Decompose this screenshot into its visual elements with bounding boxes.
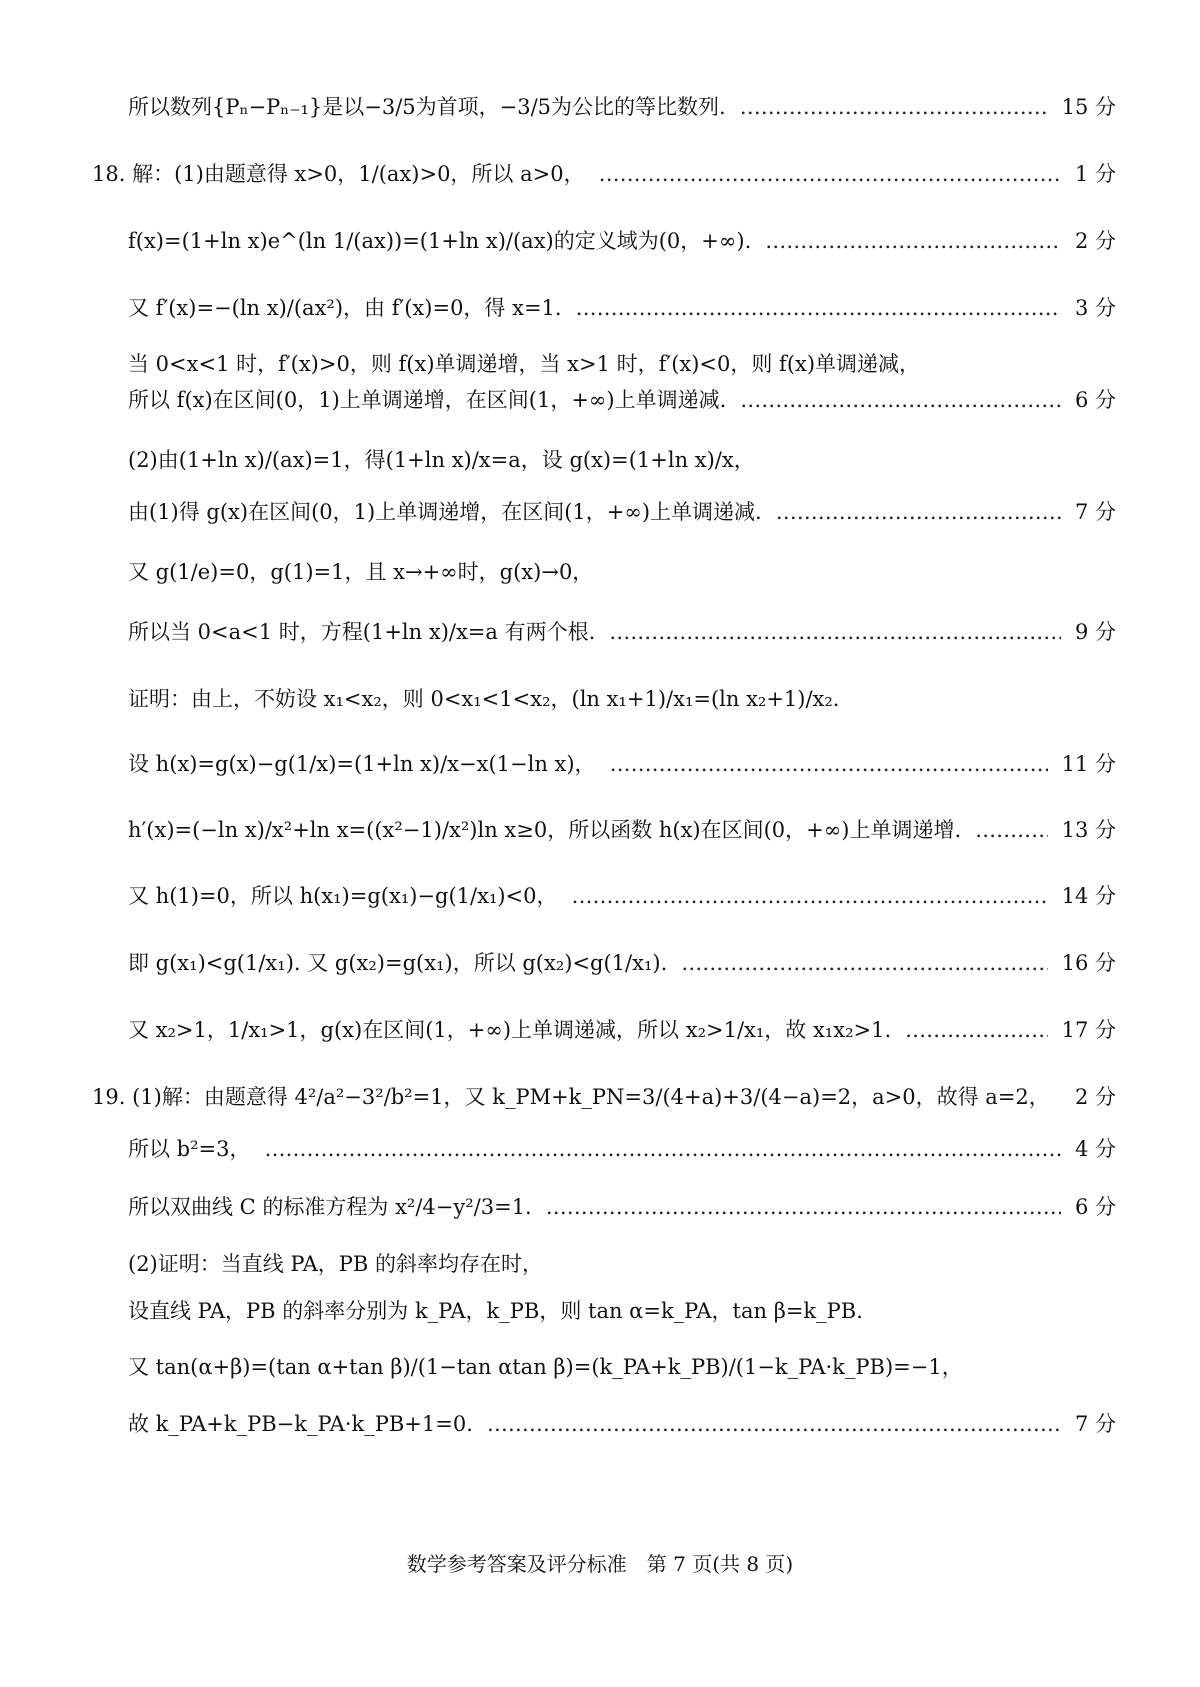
solution-line [0,376,1200,424]
solution-line [0,1183,1200,1231]
line-text: 18. 解：(1)由题意得 x>0，1/(ax)>0，所以 a>0， [92,162,585,186]
score-label: 4 分 [1074,1137,1116,1161]
line-text: 由(1)得 g(x)在区间(0，1)上单调递增，在区间(1，+∞)上单调递减. [128,500,762,524]
solution-line [0,488,1200,536]
leader-dots [765,217,1061,265]
leader-dots [487,1400,1061,1448]
line-text: 即 g(x₁)<g(1/x₁). 又 g(x₂)=g(x₁)，所以 g(x₂)<g(1/x₁). [128,951,668,975]
solution-line [0,872,1200,920]
line-text: 所以 b²=3， [128,1137,251,1161]
solution-line [0,217,1200,265]
line-text: 又 x₂>1，1/x₁>1，g(x)在区间(1，+∞)上单调递减，所以 x₂>1/x₁，故 x₁x₂>1. [128,1018,892,1042]
solution-line [0,806,1200,854]
line-text: 又 g(1/e)=0，g(1)=1，且 x→+∞时，g(x)→0， [128,560,594,584]
line-text: 又 h(1)=0，所以 h(x₁)=g(x₁)−g(1/x₁)<0， [128,884,558,908]
leader-dots [740,83,1048,131]
leader-dots [740,376,1061,424]
line-text: 又 tan(α+β)=(tan α+tan β)/(1−tan αtan β)=(k_PA+k_PB)/(1−k_PA·k_PB)=−1， [128,1355,963,1379]
leader-dots [681,939,1047,987]
line-text: 所以数列{Pₙ−Pₙ₋₁}是以−3/5为首项，−3/5为公比的等比数列. [128,95,726,119]
leader-dots [265,1125,1061,1173]
solution-line [0,1287,1200,1335]
solution-line [0,740,1200,788]
line-text: 设直线 PA，PB 的斜率分别为 k_PA，k_PB，则 tan α=k_PA，tan β=k_PB. [128,1299,863,1323]
solution-line [0,939,1200,987]
line-text: 所以 f(x)在区间(0，1)上单调递增，在区间(1，+∞)上单调递减. [128,388,727,412]
score-label: 2 分 [1074,1085,1116,1109]
line-text: 所以当 0<a<1 时，方程(1+ln x)/x=a 有两个根. [128,620,596,644]
line-text: f(x)=(1+ln x)e^(ln 1/(ax))=(1+ln x)/(ax)的定义域为(0，+∞). [128,229,752,253]
line-text: (2)证明：当直线 PA，PB 的斜率均存在时， [128,1252,544,1276]
line-text: 当 0<x<1 时，f′(x)>0，则 f(x)单调递增，当 x>1 时，f′(x)<0，则 f(x)单调递减， [128,352,921,376]
line-text: 设 h(x)=g(x)−g(1/x)=(1+ln x)/x−x(1−ln x)， [128,752,596,776]
solution-line [0,1073,1200,1121]
score-label: 11 分 [1061,752,1116,776]
solution-line [0,83,1200,131]
leader-dots [905,1006,1047,1054]
score-label: 2 分 [1074,229,1116,253]
score-label: 6 分 [1074,1195,1116,1219]
line-text: 所以双曲线 C 的标准方程为 x²/4−y²/3=1. [128,1195,532,1219]
line-text: 证明：由上，不妨设 x₁<x₂，则 0<x₁<1<x₂，(ln x₁+1)/x₁=(ln x₂+1)/x₂. [128,687,840,711]
line-text: 又 f′(x)=−(ln x)/(ax²)，由 f′(x)=0，得 x=1. [128,296,562,320]
solution-line [0,1240,1200,1288]
solution-line [0,548,1200,596]
score-label: 1 分 [1074,162,1116,186]
line-text: (2)由(1+ln x)/(ax)=1，得(1+ln x)/x=a，设 g(x)=(1+ln x)/x， [128,448,755,472]
score-label: 15 分 [1061,95,1116,119]
leader-dots [610,740,1048,788]
solution-line [0,150,1200,198]
score-label: 6 分 [1074,388,1116,412]
solution-line [0,1125,1200,1173]
page-footer: 数学参考答案及评分标准 第 7 页(共 8 页) [406,1552,794,1576]
leader-dots [572,872,1048,920]
leader-dots [546,1183,1061,1231]
solution-line [0,284,1200,332]
leader-dots [609,608,1061,656]
score-label: 7 分 [1074,500,1116,524]
score-label: 13 分 [1061,818,1116,842]
solution-line [0,1400,1200,1448]
leader-dots [576,284,1061,332]
solution-line [0,1006,1200,1054]
solution-line [0,608,1200,656]
solution-line [0,1343,1200,1391]
score-label: 9 分 [1074,620,1116,644]
leader-dots [975,806,1047,854]
score-label: 16 分 [1061,951,1116,975]
leader-dots [599,150,1061,198]
line-text: 故 k_PA+k_PB−k_PA·k_PB+1=0. [128,1412,473,1436]
solution-line [0,436,1200,484]
line-text: h′(x)=(−ln x)/x²+ln x=((x²−1)/x²)ln x≥0，所以函数 h(x)在区间(0，+∞)上单调递增. [128,818,962,842]
score-label: 14 分 [1061,884,1116,908]
leader-dots [776,488,1061,536]
score-label: 17 分 [1061,1018,1116,1042]
score-label: 3 分 [1074,296,1116,320]
score-label: 7 分 [1074,1412,1116,1436]
solution-line [0,675,1200,723]
line-text: 19. (1)解：由题意得 4²/a²−3²/b²=1，又 k_PM+k_PN=3/(4+a)+3/(4−a)=2，a>0，故得 a=2， [92,1085,1050,1109]
